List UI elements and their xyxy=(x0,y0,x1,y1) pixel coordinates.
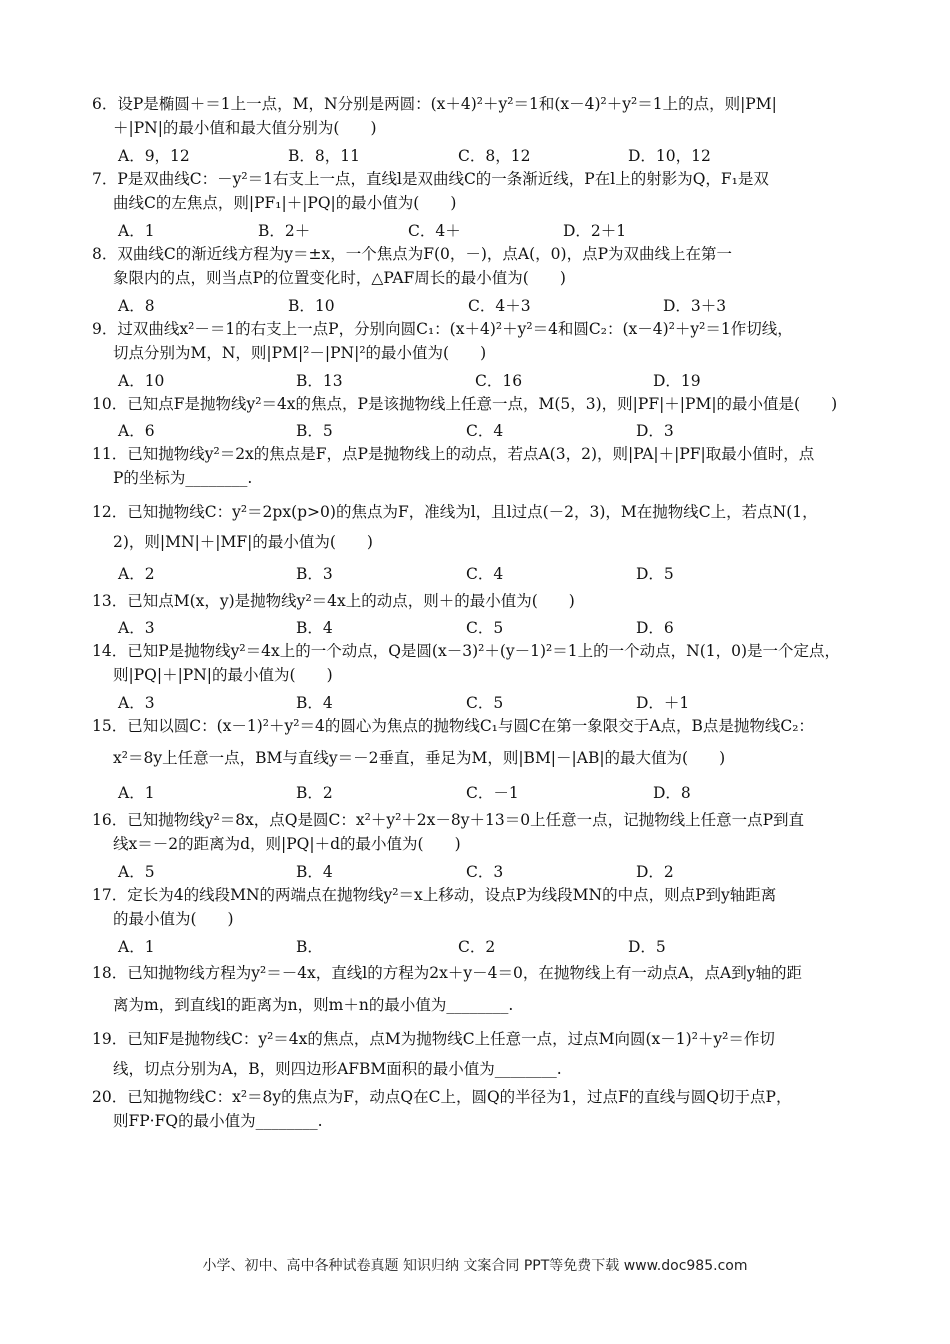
question-7 xyxy=(92,167,862,215)
question-19-line-2: 线，切点分别为A，B，则四边形AFBM面积的最小值为________. xyxy=(113,1060,562,1078)
question-8-options xyxy=(118,294,858,316)
question-19-line-1: 19．已知F是抛物线C：y²＝4x的焦点，点M为抛物线C上任意一点，过点M向圆(x－1)²＋y²＝作切 xyxy=(92,1030,775,1048)
footer-watermark: 小学、初中、高中各种试卷真题 知识归纳 文案合同 PPT等免费下载 www.doc985.com xyxy=(202,1258,748,1274)
question-17-line-1: 17．定长为4的线段MN的两端点在抛物线y²＝x上移动，设点P为线段MN的中点，则点P到y轴距离 xyxy=(92,886,777,904)
question-11-line-1: 11．已知抛物线y²＝2x的焦点是F，点P是抛物线上的动点，若点A(3，2)，则|PA|＋|PF|取最小值时，点 xyxy=(92,445,815,463)
option-c: C．8，12 xyxy=(458,147,531,165)
question-14-options xyxy=(118,691,858,713)
question-18-line-1: 18．已知抛物线方程为y²＝－4x，直线l的方程为2x＋y－4＝0，在抛物线上有一动点A，点A到y轴的距 xyxy=(92,964,802,982)
question-10-options xyxy=(118,419,858,441)
question-12 xyxy=(92,500,862,554)
option-b: B．13 xyxy=(296,372,343,390)
option-d: D．6 xyxy=(636,619,674,637)
question-14-line-2: 则|PQ|＋|PN|的最小值为( ) xyxy=(113,666,333,684)
question-16-line-1: 16．已知抛物线y²＝8x，点Q是圆C：x²＋y²＋2x－8y＋13＝0上任意一点，记抛物线上任意一点P到直 xyxy=(92,811,805,829)
question-12-line-2: 2)，则|MN|＋|MF|的最小值为( ) xyxy=(113,533,373,551)
question-8-line-1: 8．双曲线C的渐近线方程为y＝±x，一个焦点为F(0，－)，点A(，0)，点P为双曲线上在第一 xyxy=(92,245,732,263)
option-a: A．5 xyxy=(118,863,155,881)
question-6 xyxy=(92,92,862,140)
question-9-line-2: 切点分别为M，N，则|PM|²－|PN|²的最小值为( ) xyxy=(113,344,487,362)
question-11 xyxy=(92,442,862,490)
question-20-line-2: 则FP·FQ的最小值为________. xyxy=(113,1112,323,1130)
question-14-line-1: 14．已知P是抛物线y²＝4x上的一个动点，Q是圆(x－3)²＋(y－1)²＝1上的一个动点，N(1，0)是一个定点， xyxy=(92,642,841,660)
question-6-options xyxy=(118,144,858,166)
question-20-line-1: 20．已知抛物线C：x²＝8y的焦点为F，动点Q在C上，圆Q的半径为1，过点F的直线与圆Q切于点P， xyxy=(92,1088,792,1106)
question-9-options xyxy=(118,369,858,391)
question-15 xyxy=(92,714,862,770)
question-6-line-2: ＋|PN|的最小值和最大值分别为( ) xyxy=(113,119,377,137)
question-13-options xyxy=(118,616,858,638)
question-15-options xyxy=(118,781,858,803)
option-d: D．＋1 xyxy=(636,694,690,712)
question-16-line-2: 线x＝－2的距离为d，则|PQ|＋d的最小值为( ) xyxy=(113,835,461,853)
option-d: D．19 xyxy=(653,372,701,390)
option-a: A．9，12 xyxy=(118,147,190,165)
question-10-line-1: 10．已知点F是抛物线y²＝4x的焦点，P是该抛物线上任意一点，M(5，3)，则|PF|＋|PM|的最小值是( ) xyxy=(92,395,838,413)
option-b: B．4 xyxy=(296,863,333,881)
option-a: A．3 xyxy=(118,619,155,637)
option-d: D．3＋3 xyxy=(663,297,727,315)
question-6-line-1: 6．设P是椭圆＋＝1上一点，M，N分别是两圆：(x＋4)²＋y²＝1和(x－4)²＋y²＝1上的点，则|PM| xyxy=(92,95,777,113)
question-15-line-2: x²＝8y上任意一点，BM与直线y＝－2垂直，垂足为M，则|BM|－|AB|的最大值为( ) xyxy=(113,749,726,767)
option-d: D．5 xyxy=(628,938,666,956)
option-a: A．6 xyxy=(118,422,155,440)
option-b: B．2＋ xyxy=(258,222,311,240)
option-d: D．10，12 xyxy=(628,147,711,165)
question-10 xyxy=(92,392,862,416)
option-a: A．8 xyxy=(118,297,155,315)
question-7-line-1: 7．P是双曲线C：－y²＝1右支上一点，直线l是双曲线C的一条渐近线，P在l上的射影为Q，F₁是双 xyxy=(92,170,769,188)
question-9 xyxy=(92,317,862,365)
question-7-options xyxy=(118,219,858,241)
option-c: C．4 xyxy=(466,422,504,440)
question-13-line-1: 13．已知点M(x，y)是抛物线y²＝4x上的动点，则＋的最小值为( ) xyxy=(92,592,575,610)
option-c: C．3 xyxy=(466,863,504,881)
question-20 xyxy=(92,1085,862,1133)
option-b: B． xyxy=(296,938,323,956)
option-a: A．1 xyxy=(118,784,155,802)
option-c: C．5 xyxy=(466,619,504,637)
option-b: B．4 xyxy=(296,694,333,712)
option-d: D．2 xyxy=(636,863,674,881)
option-c: C．4 xyxy=(466,565,504,583)
question-12-options xyxy=(118,562,858,584)
question-17-options xyxy=(118,935,858,957)
question-12-line-1: 12．已知抛物线C：y²＝2px(p>0)的焦点为F，准线为l，且l过点(－2，3)，M在抛物线C上，若点N(1， xyxy=(92,503,818,521)
option-a: A．1 xyxy=(118,222,155,240)
question-17 xyxy=(92,883,862,931)
option-d: D．3 xyxy=(636,422,674,440)
option-c: C．－1 xyxy=(466,784,519,802)
option-b: B．10 xyxy=(288,297,335,315)
option-a: A．3 xyxy=(118,694,155,712)
question-19 xyxy=(92,1027,862,1081)
option-c: C．4＋3 xyxy=(468,297,531,315)
question-18-line-2: 离为m，到直线l的距离为n，则m＋n的最小值为________. xyxy=(113,996,514,1014)
question-17-line-2: 的最小值为( ) xyxy=(113,910,234,928)
question-13 xyxy=(92,589,862,613)
option-d: D．8 xyxy=(653,784,691,802)
option-c: C．4＋ xyxy=(408,222,461,240)
option-b: B．4 xyxy=(296,619,333,637)
question-9-line-1: 9．过双曲线x²－＝1的右支上一点P，分别向圆C₁：(x＋4)²＋y²＝4和圆C₂：(x－4)²＋y²＝1作切线， xyxy=(92,320,793,338)
option-c: C．16 xyxy=(475,372,523,390)
option-a: A．2 xyxy=(118,565,155,583)
question-15-line-1: 15．已知以圆C：(x－1)²＋y²＝4的圆心为焦点的抛物线C₁与圆C在第一象限交于A点，B点是抛物线C₂： xyxy=(92,717,814,735)
question-11-line-2: P的坐标为________. xyxy=(113,469,253,487)
option-c: C．2 xyxy=(458,938,496,956)
question-14 xyxy=(92,639,862,687)
question-8-line-2: 象限内的点，则当点P的位置变化时，△PAF周长的最小值为( ) xyxy=(113,269,566,287)
option-d: D．5 xyxy=(636,565,674,583)
question-8 xyxy=(92,242,862,290)
option-b: B．8，11 xyxy=(288,147,360,165)
option-b: B．2 xyxy=(296,784,333,802)
option-a: A．10 xyxy=(118,372,165,390)
question-18 xyxy=(92,961,862,1017)
question-7-line-2: 曲线C的左焦点，则|PF₁|＋|PQ|的最小值为( ) xyxy=(113,194,457,212)
option-b: B．5 xyxy=(296,422,333,440)
question-16-options xyxy=(118,860,858,882)
option-a: A．1 xyxy=(118,938,155,956)
option-b: B．3 xyxy=(296,565,333,583)
option-c: C．5 xyxy=(466,694,504,712)
option-d: D．2＋1 xyxy=(563,222,627,240)
question-16 xyxy=(92,808,862,856)
